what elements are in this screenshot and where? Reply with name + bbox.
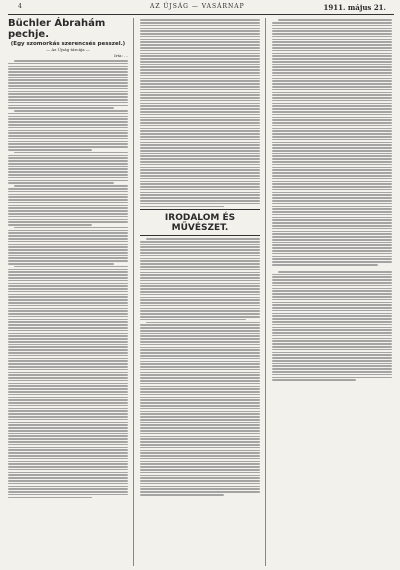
header-rule xyxy=(8,14,394,15)
section-rule xyxy=(140,235,260,236)
article-body-continued xyxy=(140,19,260,207)
column-divider xyxy=(265,18,266,566)
column-divider xyxy=(133,18,134,566)
article-subtitle: (Egy szomorkás szerencsés pesszel.) xyxy=(10,41,126,47)
article-body xyxy=(8,60,128,498)
section-title: IRODALOM ÉS MŰVÉSZET. xyxy=(164,213,236,234)
article-byline: — Az Újság tárcája — xyxy=(46,47,90,52)
section-body xyxy=(140,238,260,495)
news-body xyxy=(272,19,392,381)
article-column-3 xyxy=(272,18,392,382)
article-headline: Büchler Ábrahám pechje. xyxy=(8,18,106,40)
page-number: 4 xyxy=(18,3,22,10)
page-header xyxy=(0,0,400,14)
article-column-1 xyxy=(8,18,128,499)
newspaper-title: AZ ÚJSÁG — VASÁRNAP xyxy=(150,3,245,10)
issue-date: 1911. május 21. xyxy=(323,3,386,12)
article-signature: Irta: ... xyxy=(114,53,128,58)
article-column-2 xyxy=(140,18,260,497)
section-rule xyxy=(140,209,260,210)
